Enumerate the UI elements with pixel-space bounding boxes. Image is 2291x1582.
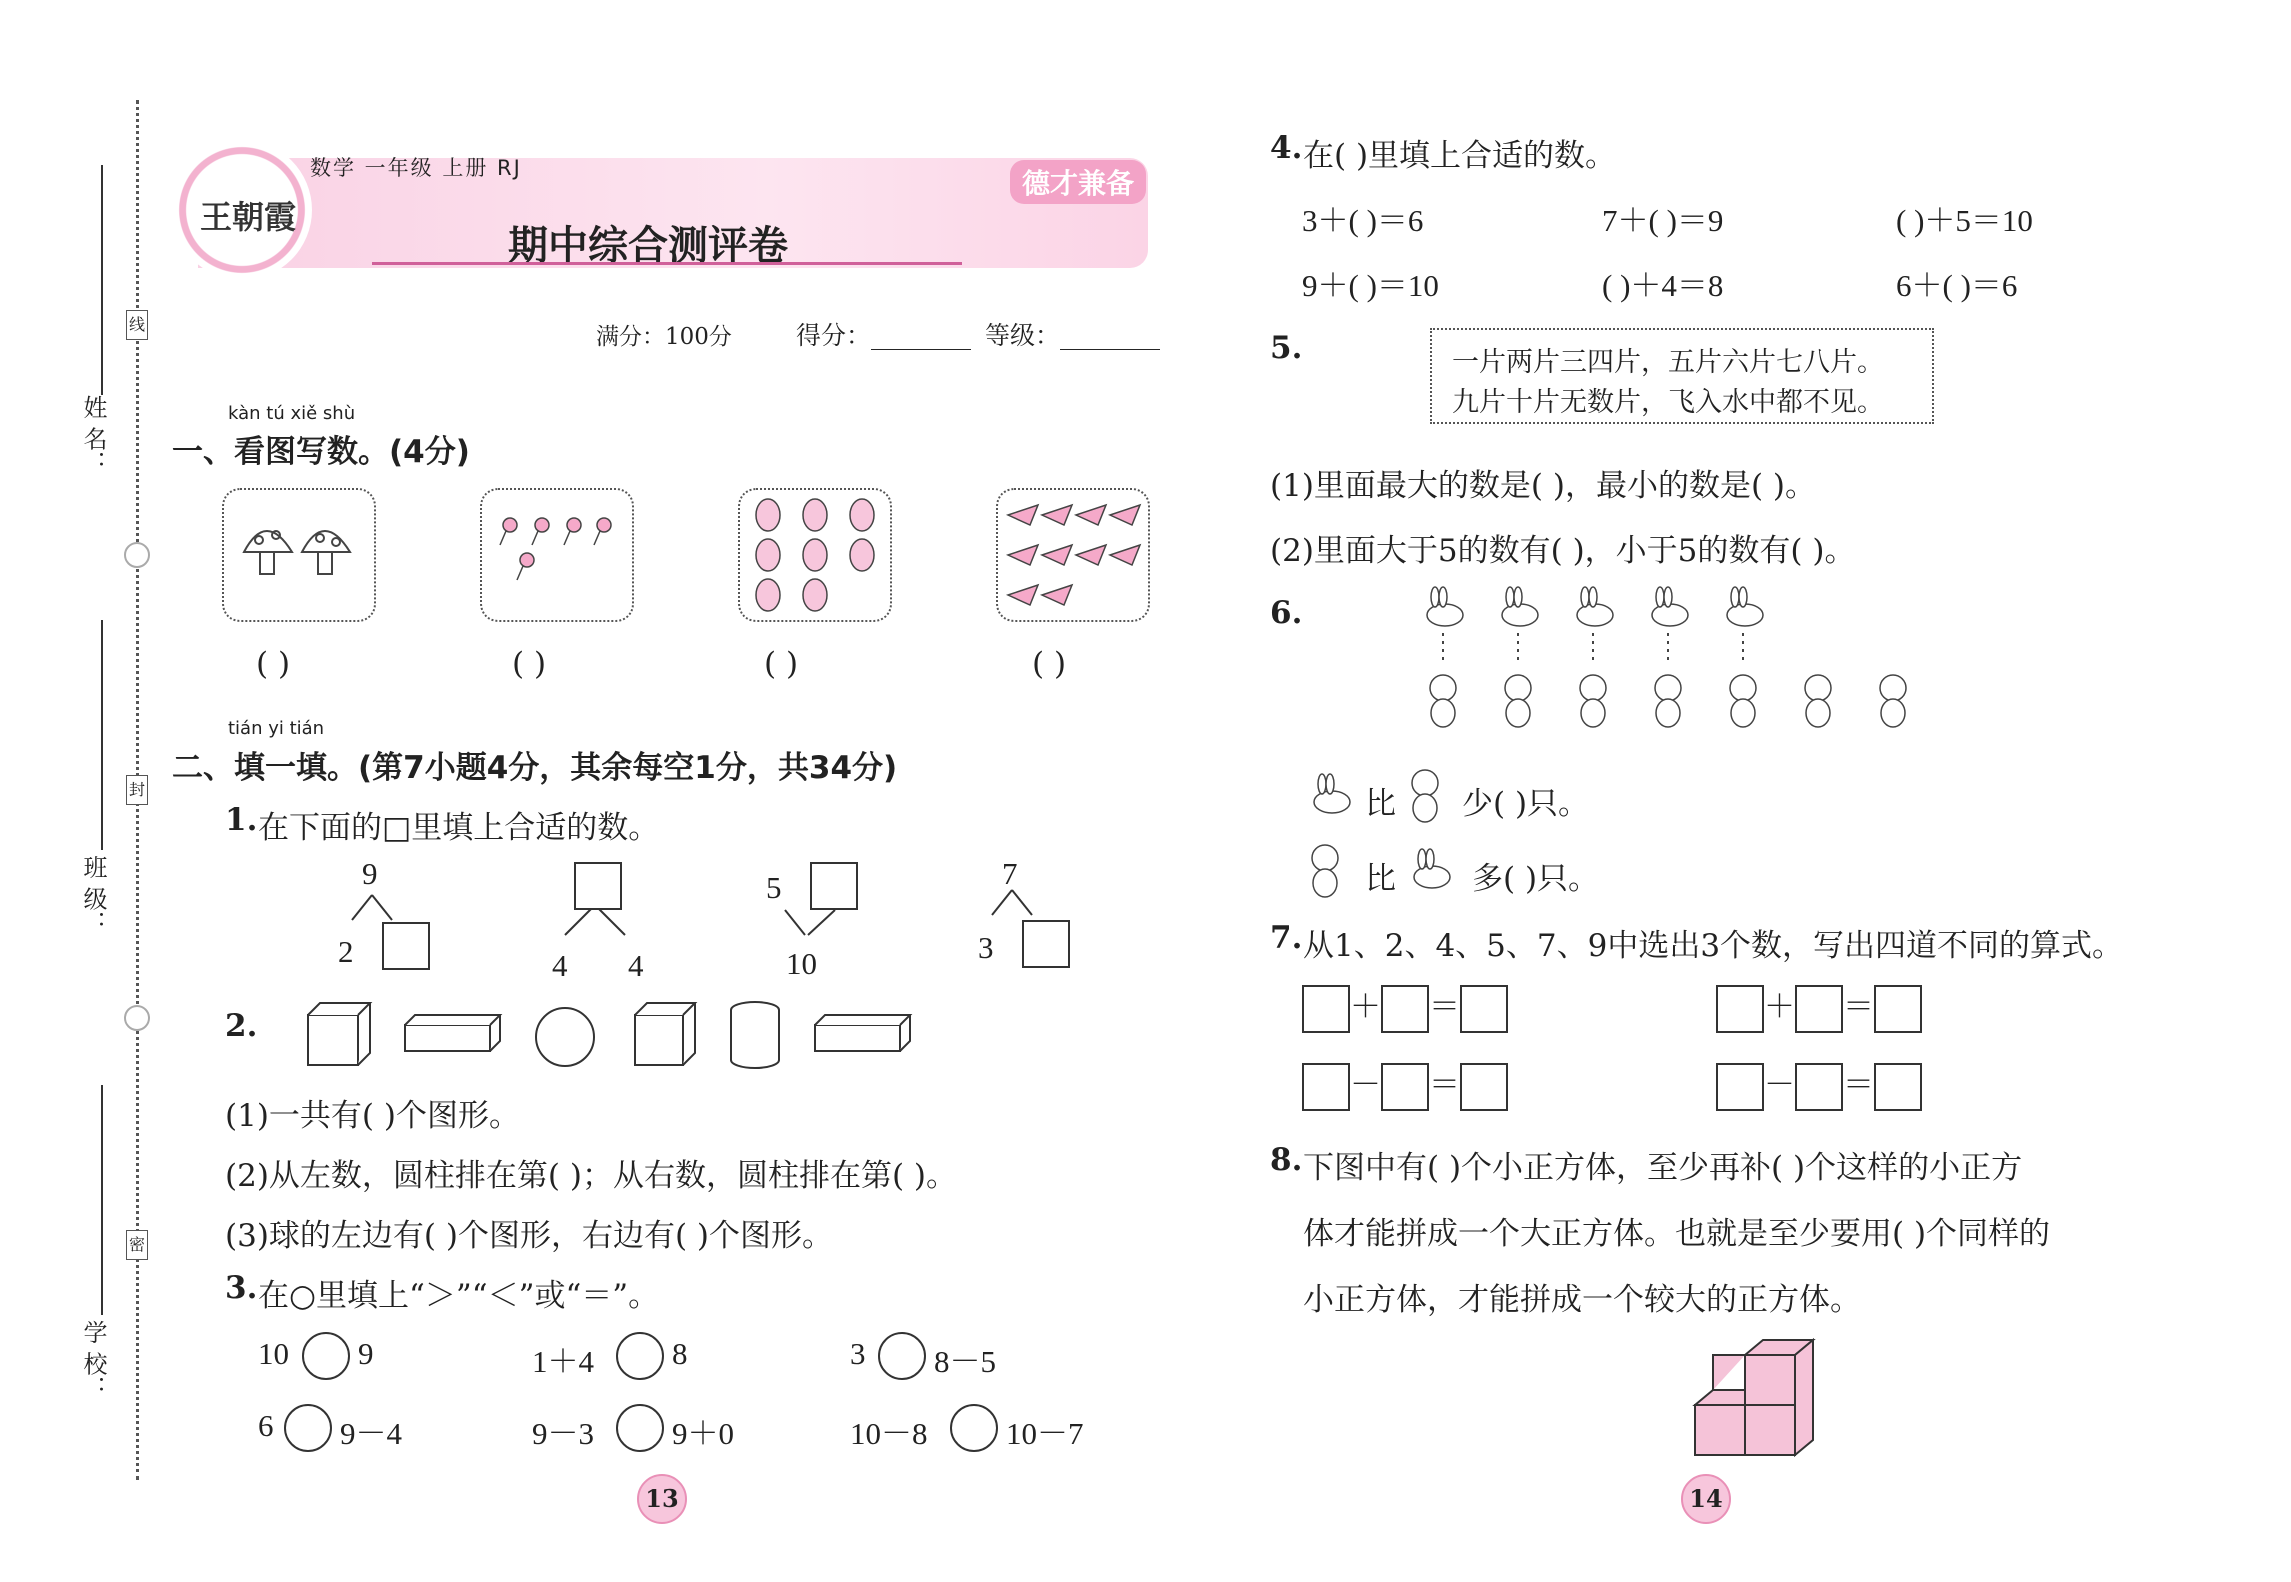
cuboid-shape-1 xyxy=(405,1015,500,1051)
equals-sign: ＝ xyxy=(1429,989,1460,1025)
mushroom-icon xyxy=(224,490,374,620)
q4-item5: ( )＋4＝8 xyxy=(1602,268,1724,303)
rabbit-icon xyxy=(1502,587,1538,626)
rabbit-icon xyxy=(1577,587,1613,626)
poem-box xyxy=(1430,328,1934,424)
compare-circle[interactable] xyxy=(950,1404,998,1452)
section1-pinyin: kàn tú xiě shù xyxy=(228,403,356,424)
q3-item6-right: 10－7 xyxy=(1006,1416,1084,1451)
q3-item5-left: 9－3 xyxy=(532,1416,594,1451)
compare-circle[interactable] xyxy=(878,1332,926,1380)
q1-text: 在下面的□里填上合适的数。 xyxy=(258,810,660,846)
bond4-top: 7 xyxy=(1002,856,1018,891)
brand-name: 王朝霞 xyxy=(200,198,297,236)
q3-item3-right: 8－5 xyxy=(934,1344,996,1379)
q5-part1: (1)里面最大的数是( )，最小的数是( )。 xyxy=(1270,468,1816,504)
bond2-answer-box[interactable] xyxy=(574,862,622,910)
q2-part1: (1)一共有( )个图形。 xyxy=(225,1098,520,1134)
q6-s2-rest: 多( )只。 xyxy=(1472,861,1600,897)
cuboid-shape-2 xyxy=(815,1015,910,1051)
plus-sign: ＋ xyxy=(1350,989,1381,1025)
q4-text: 在( )里填上合适的数。 xyxy=(1303,138,1617,174)
equation-box[interactable] xyxy=(1874,1063,1922,1111)
q4-item1: 3＋( )＝6 xyxy=(1302,203,1424,238)
bond1-top: 9 xyxy=(362,856,378,891)
answer-blank-4[interactable]: ( ) xyxy=(1032,646,1067,682)
equation-plus-1 xyxy=(1302,985,1508,1037)
rabbit-icon xyxy=(1300,770,1360,820)
dog-icon xyxy=(1730,675,1756,727)
school-line xyxy=(101,1085,103,1315)
section2-heading: 二、填一填。(第7小题4分，其余每空1分，共34分) xyxy=(172,750,898,786)
grade-field[interactable]: 等级：________ xyxy=(985,321,1161,350)
bond1-left: 2 xyxy=(338,934,354,969)
rabbit-icon xyxy=(1727,587,1763,626)
q2-number: 2. xyxy=(225,1008,258,1044)
bond3-bottom: 10 xyxy=(786,946,817,981)
score-field[interactable]: 得分：________ xyxy=(796,321,972,350)
equation-box[interactable] xyxy=(1795,1063,1843,1111)
cylinder-shape xyxy=(731,1002,779,1068)
egg-icon xyxy=(740,490,890,620)
cube-stack-figure xyxy=(1690,1335,1820,1465)
equation-box[interactable] xyxy=(1716,1063,1764,1111)
dense-mark: 密 xyxy=(126,1230,148,1260)
compare-circle[interactable] xyxy=(616,1404,664,1452)
q3-item1-left: 10 xyxy=(258,1336,289,1371)
dog-icon xyxy=(1505,675,1531,727)
name-line xyxy=(101,165,103,395)
q3-item4-left: 6 xyxy=(258,1408,274,1443)
bond2-left: 4 xyxy=(552,948,568,983)
q7-text: 从1、2、4、5、7、9中选出3个数，写出四道不同的算式。 xyxy=(1303,928,2124,964)
minus-sign: － xyxy=(1350,1067,1381,1103)
section1-heading: 一、看图写数。(4分) xyxy=(172,434,470,470)
q6-s2-than: 比 xyxy=(1365,861,1396,897)
equation-box[interactable] xyxy=(1302,985,1350,1033)
dog-icon xyxy=(1805,675,1831,727)
q2-part2: (2)从左数，圆柱排在第( )；从右数，圆柱排在第( )。 xyxy=(225,1158,957,1194)
bond2-right: 4 xyxy=(628,948,644,983)
compare-circle[interactable] xyxy=(284,1404,332,1452)
equals-sign: ＝ xyxy=(1429,1067,1460,1103)
equation-box[interactable] xyxy=(1795,985,1843,1033)
q4-number: 4. xyxy=(1270,130,1303,166)
q1-number: 1. xyxy=(225,802,258,838)
plus-sign: ＋ xyxy=(1764,989,1795,1025)
lollipop-icon xyxy=(482,490,632,620)
picture-box-eggs xyxy=(738,488,892,622)
equation-minus-2 xyxy=(1716,1063,1922,1115)
seal-mark: 封 xyxy=(126,775,148,805)
equation-box[interactable] xyxy=(1460,985,1508,1033)
minus-sign: － xyxy=(1764,1067,1795,1103)
strawberry-icon xyxy=(998,490,1148,620)
equals-sign: ＝ xyxy=(1843,1067,1874,1103)
compare-circle[interactable] xyxy=(302,1332,350,1380)
q3-item4-right: 9－4 xyxy=(340,1416,402,1451)
bond4-answer-box[interactable] xyxy=(1022,920,1070,968)
rabbit-icon xyxy=(1427,587,1463,626)
class-label: 班 级： xyxy=(79,855,107,935)
dog-icon xyxy=(1430,675,1456,727)
equation-plus-2 xyxy=(1716,985,1922,1037)
bond4-left: 3 xyxy=(978,930,994,965)
q8-number: 8. xyxy=(1270,1142,1303,1178)
equals-sign: ＝ xyxy=(1843,989,1874,1025)
q4-item3: ( )＋5＝10 xyxy=(1896,203,2033,238)
cube-shape-1 xyxy=(308,1003,370,1065)
q4-item2: 7＋( )＝9 xyxy=(1602,203,1724,238)
rabbit-icon xyxy=(1400,845,1460,895)
poem-line-1: 一片两片三四片，五片六片七八片。 xyxy=(1452,347,1884,378)
subject-line: 数学 一年级 上册 RJ xyxy=(310,156,522,180)
compare-circle[interactable] xyxy=(616,1332,664,1380)
q8-line2: 体才能拼成一个大正方体。也就是至少要用( )个同样的 xyxy=(1303,1216,2051,1252)
q3-text: 在○里填上“＞”“＜”或“＝”。 xyxy=(258,1278,660,1314)
equation-box[interactable] xyxy=(1381,985,1429,1033)
dog-icon xyxy=(1880,675,1906,727)
section2-pinyin: tián yi tián xyxy=(228,718,325,739)
q5-part2: (2)里面大于5的数有( )，小于5的数有( )。 xyxy=(1270,533,1856,569)
picture-box-candies xyxy=(480,488,634,622)
bond3-answer-box[interactable] xyxy=(810,862,858,910)
q6-s1-than: 比 xyxy=(1365,786,1396,822)
picture-box-strawberries xyxy=(996,488,1150,622)
q2-part3: (3)球的左边有( )个图形，右边有( )个图形。 xyxy=(225,1218,833,1254)
school-label: 学 校： xyxy=(79,1320,107,1400)
name-label: 姓 名： xyxy=(79,395,107,475)
q8-line1: 下图中有( )个小正方体，至少再补( )个这样的小正方 xyxy=(1303,1150,2023,1186)
picture-box-mushrooms xyxy=(222,488,376,622)
q4-item4: 9＋( )＝10 xyxy=(1302,268,1439,303)
dog-icon xyxy=(1300,840,1350,900)
q3-number: 3. xyxy=(225,1270,258,1306)
animals-row xyxy=(1410,585,1950,745)
page-number-13: 13 xyxy=(637,1474,687,1524)
equation-minus-1 xyxy=(1302,1063,1508,1115)
q5-number: 5. xyxy=(1270,330,1303,366)
answer-blank-1[interactable]: ( ) xyxy=(256,646,291,682)
full-score: 满分：100分 xyxy=(596,324,732,350)
q3-item2-right: 8 xyxy=(672,1336,688,1371)
poem-line-2: 九片十片无数片，飞入水中都不见。 xyxy=(1452,387,1884,418)
title-underline xyxy=(372,262,962,265)
binding-hole xyxy=(124,1005,150,1031)
q6-s1-rest: 少( )只。 xyxy=(1462,786,1590,822)
bond3-left: 5 xyxy=(766,870,782,905)
class-line xyxy=(101,620,103,850)
sphere-shape xyxy=(536,1008,594,1066)
bond1-answer-box[interactable] xyxy=(382,922,430,970)
page-title: 期中综合测评卷 xyxy=(508,223,788,269)
q8-line3: 小正方体，才能拼成一个较大的正方体。 xyxy=(1303,1282,1861,1318)
q3-item6-left: 10－8 xyxy=(850,1416,928,1451)
equation-box[interactable] xyxy=(1460,1063,1508,1111)
binding-hole xyxy=(124,542,150,568)
shapes-row xyxy=(300,995,920,1075)
line-mark: 线 xyxy=(126,310,148,340)
page-number-14: 14 xyxy=(1681,1474,1731,1524)
equation-box[interactable] xyxy=(1716,985,1764,1033)
dog-icon xyxy=(1580,675,1606,727)
number-bond-lines xyxy=(330,860,1090,990)
q4-item6: 6＋( )＝6 xyxy=(1896,268,2018,303)
q7-number: 7. xyxy=(1270,920,1303,956)
cube-shape-2 xyxy=(635,1003,695,1065)
equation-box[interactable] xyxy=(1302,1063,1350,1111)
equation-box[interactable] xyxy=(1874,985,1922,1033)
q6-number: 6. xyxy=(1270,595,1303,631)
q3-item1-right: 9 xyxy=(358,1336,374,1371)
rabbit-icon xyxy=(1652,587,1688,626)
answer-blank-3[interactable]: ( ) xyxy=(764,646,799,682)
q3-item5-right: 9＋0 xyxy=(672,1416,734,1451)
dog-icon xyxy=(1400,765,1450,825)
brand-logo xyxy=(172,140,312,280)
answer-blank-2[interactable]: ( ) xyxy=(512,646,547,682)
badge-label: 德才兼备 xyxy=(1010,160,1146,204)
dog-icon xyxy=(1655,675,1681,727)
equation-box[interactable] xyxy=(1381,1063,1429,1111)
q3-item3-left: 3 xyxy=(850,1336,866,1371)
q3-item2-left: 1＋4 xyxy=(532,1344,594,1379)
